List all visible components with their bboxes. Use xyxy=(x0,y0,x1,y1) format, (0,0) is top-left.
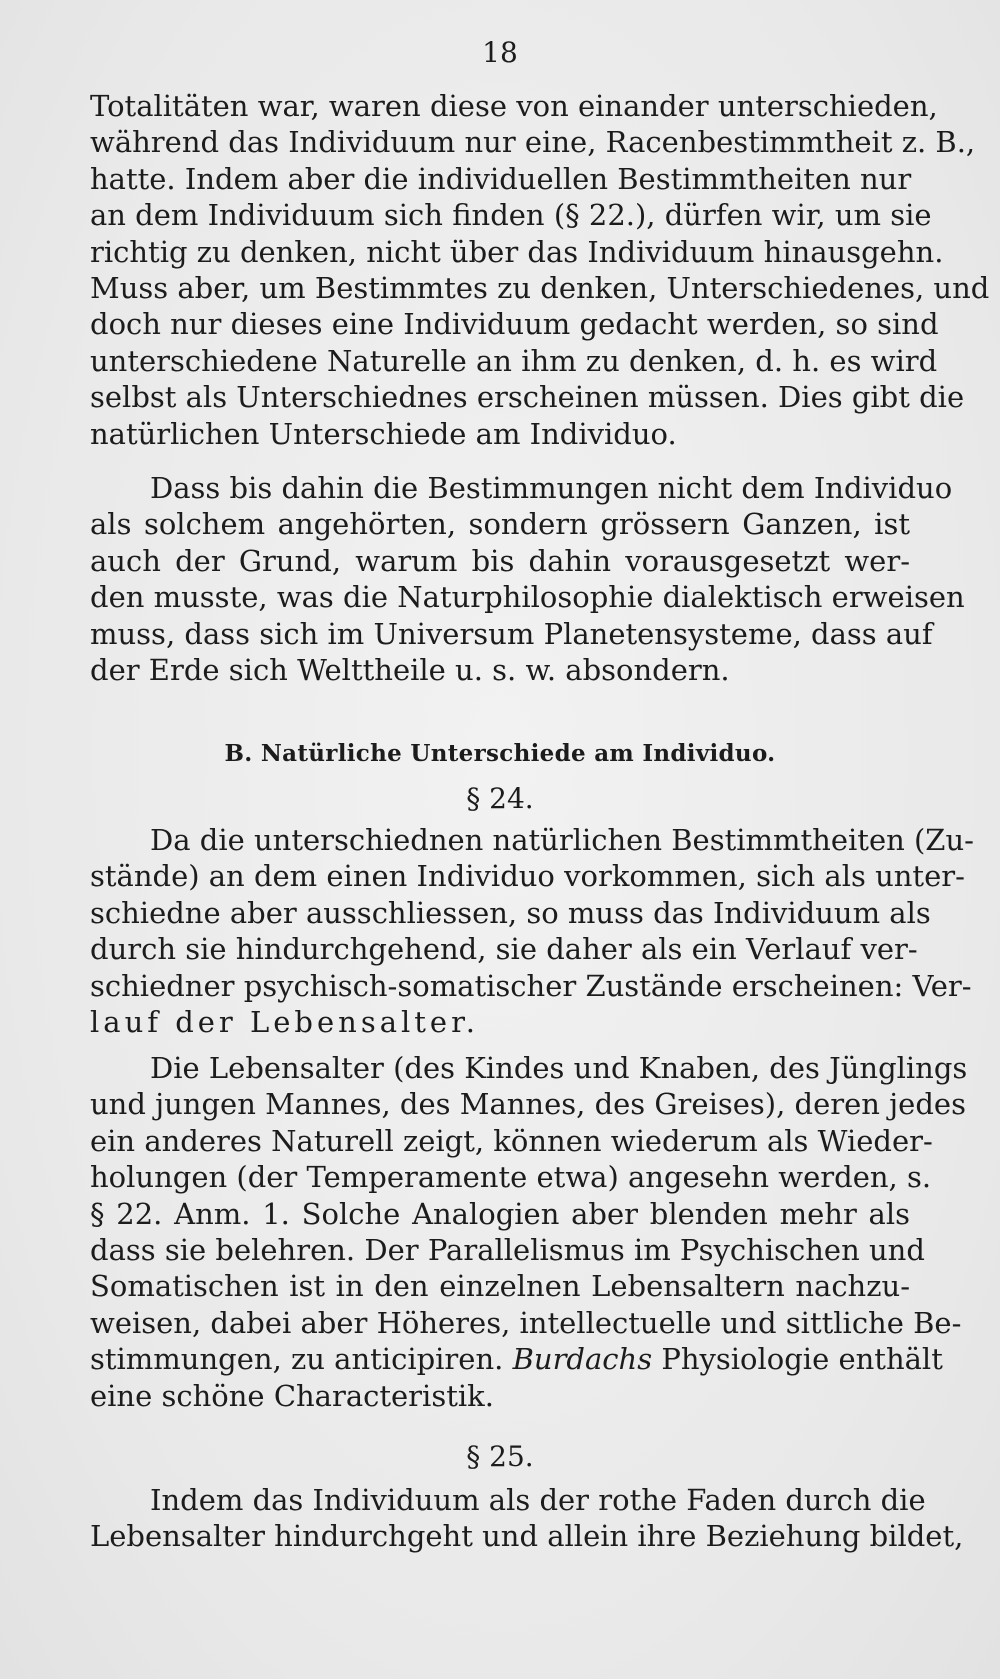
text-line: weisen, dabei aber Höheres, intellectuelle und sittliche Be- xyxy=(90,1305,962,1340)
text-line: an dem Individuum sich finden (§ 22.), dürfen wir, um sie xyxy=(90,198,932,233)
text-line: Da die unterschiednen natürlichen Bestimmtheiten (Zu- xyxy=(150,823,974,857)
text-line: ein anderes Naturell zeigt, können wiederum als Wieder- xyxy=(90,1123,933,1158)
text-line: Somatischen ist in den einzelnen Lebensaltern nachzu- xyxy=(90,1269,910,1304)
text-line: unterschiedene Naturelle an ihm zu denken, d. h. es wird xyxy=(90,343,938,378)
text-line: Totalitäten war, waren diese von einander unterschieden, xyxy=(90,89,938,123)
text-line: hatte. Indem aber die individuellen Bestimmtheiten nur xyxy=(90,161,912,196)
text-line: Lebensalter hindurchgeht und allein ihre Beziehung bildet, xyxy=(90,1519,964,1554)
section-heading-b: B. Natürliche Unterschiede am Individuo. xyxy=(224,740,776,767)
text-line: § 22. Anm. 1. Solche Analogien aber blenden mehr als xyxy=(90,1196,910,1231)
text-line: doch nur dieses eine Individuum gedacht werden, so sind xyxy=(90,307,939,342)
section-number-24: § 24. xyxy=(466,782,534,815)
author-name: Burdachs xyxy=(512,1342,653,1377)
text-segment: stimmungen, zu anticipiren. xyxy=(90,1342,504,1377)
text-line: durch sie hindurchgehend, sie daher als ein Verlauf ver- xyxy=(90,932,918,967)
text-line: Dass bis dahin die Bestimmungen nicht dem Individuo xyxy=(150,471,953,505)
text-line: während das Individuum nur eine, Racenbestimmtheit z. B., xyxy=(90,125,976,160)
paragraph-3 xyxy=(90,822,974,1040)
text-line: stände) an dem einen Individuo vorkommen, sich als unter- xyxy=(90,859,965,894)
text-line: lauf der Lebensalter. xyxy=(90,1004,479,1039)
text-line xyxy=(90,1341,943,1377)
paragraph-4 xyxy=(90,1050,968,1414)
text-line: schiedne aber ausschliessen, so muss das Individuum als xyxy=(90,895,931,930)
page-number: 18 xyxy=(482,36,518,69)
text-segment: Physiologie enthält xyxy=(661,1342,943,1377)
paragraph-1 xyxy=(90,88,990,452)
paragraph-5 xyxy=(90,1482,964,1555)
section-number-25: § 25. xyxy=(466,1440,534,1473)
text-line: der Erde sich Welttheile u. s. w. absondern. xyxy=(90,652,730,687)
text-line: muss, dass sich im Universum Planetensysteme, dass auf xyxy=(90,616,933,651)
text-line: richtig zu denken, nicht über das Individuum hinausgehn. xyxy=(90,234,944,269)
paragraph-2 xyxy=(90,470,965,688)
text-line: als solchem angehörten, sondern grössern Ganzen, ist xyxy=(90,507,910,542)
text-line: eine schöne Characteristik. xyxy=(90,1378,494,1413)
text-line: schiedner psychisch-somatischer Zustände erscheinen: Ver- xyxy=(90,968,972,1003)
text-line: Muss aber, um Bestimmtes zu denken, Unterschiedenes, und xyxy=(90,270,990,305)
text-line: den musste, was die Naturphilosophie dialektisch erweisen xyxy=(90,580,965,615)
text-line: und jungen Mannes, des Mannes, des Greises), deren jedes xyxy=(90,1087,966,1122)
text-line: holungen (der Temperamente etwa) angesehn werden, s. xyxy=(90,1160,932,1195)
text-line: Die Lebensalter (des Kindes und Knaben, des Jünglings xyxy=(150,1051,968,1085)
text-line: natürlichen Unterschiede am Individuo. xyxy=(90,416,677,451)
text-line: selbst als Unterschiednes erscheinen müssen. Dies gibt die xyxy=(90,380,965,415)
text-line: auch der Grund, warum bis dahin vorausgesetzt wer- xyxy=(90,543,910,578)
text-line: Indem das Individuum als der rothe Faden durch die xyxy=(150,1483,926,1517)
text-line: dass sie belehren. Der Parallelismus im Psychischen und xyxy=(90,1232,925,1267)
